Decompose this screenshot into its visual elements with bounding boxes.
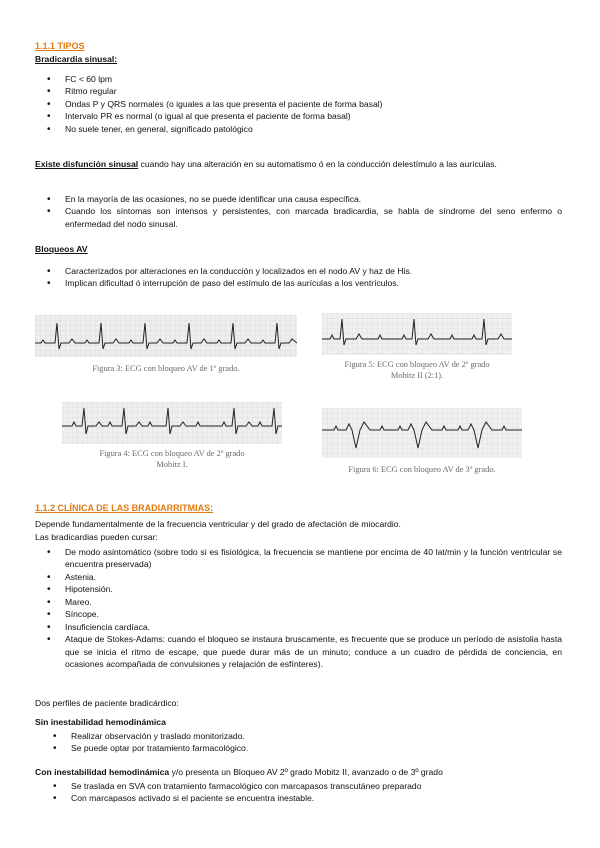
list-item: • Realizar observación y traslado monitorizado.	[35, 730, 562, 742]
disfuncion-text: cuando hay una alteración en su automatismo ó en la conducción delestímulo a las aurículas.	[138, 159, 497, 169]
list-item: • Intervalo PR es normal (o igual al que presenta el paciente de forma basal)	[35, 110, 562, 122]
list-item: • Con marcapasos activado si el paciente se encuentra inestable.	[35, 792, 562, 804]
list-sin-inestabilidad	[35, 730, 562, 755]
list-item: • Se puede optar por tratamiento farmacológico.	[35, 742, 562, 754]
paragraph-con-inestabilidad	[35, 766, 562, 778]
caption-figure-3: Figura 3: ECG con bloqueo AV de 1º grado.	[92, 364, 240, 373]
list-item: • No suele tener, en general, significado patológico	[35, 123, 562, 135]
caption-figure-5	[322, 360, 512, 381]
list-item: • Se traslada en SVA con tratamiento farmacológico con marcapasos transcutáneo preparado	[35, 780, 562, 792]
heading-bloqueos-av: Bloqueos AV	[35, 244, 88, 254]
list-item: • Ondas P y QRS normales (o iguales a las que presenta el paciente de forma basal)	[35, 98, 562, 110]
caption-figure-4	[62, 449, 282, 470]
list-item: • Astenia.	[35, 571, 562, 583]
list-sintomas	[35, 546, 562, 671]
ecg-figure-6-image	[322, 408, 522, 458]
list-item: • Ritmo regular	[35, 85, 562, 97]
list-item: • Caracterizados por alteraciones en la conducción y localizados en el nodo AV y haz de His.	[35, 265, 562, 277]
list-item: • En la mayoría de las ocasiones, no se puede identificar una causa específica.	[35, 193, 562, 205]
caption-figure-5-line2: Mobitz II (2:1).	[390, 370, 444, 380]
list-bradicardia	[35, 73, 562, 135]
ecg-figure-4-image	[62, 402, 282, 444]
list-disfuncion	[35, 193, 562, 230]
caption-figure-4-line2: Mobitz I.	[156, 459, 188, 469]
list-con-inestabilidad	[35, 780, 562, 805]
paragraph-cursar: Las bradicardias pueden cursar:	[35, 532, 158, 542]
caption-figure-6: Figura 6: ECG con bloqueo AV de 3º grado.	[348, 465, 496, 474]
section-title-clinica: 1.1.2 CLÍNICA DE LAS BRADIARRITMIAS:	[35, 503, 214, 513]
caption-figure-5-line1: Figura 5: ECG con bloqueo AV de 2º grado	[344, 360, 490, 369]
heading-bradicardia-sinusal: Bradicardia sinusal:	[35, 54, 118, 64]
ecg-figure-5-image	[322, 313, 512, 355]
list-item: • De modo asintomático (sobre todo si es fisiológica, la frecuencia se mantiene por encima de 40 lat/min y la función ventricular se encuentra preservada)	[35, 546, 562, 571]
paragraph-depende: Depende fundamentalmente de la frecuencia ventricular y del grado de afectación de miocardio.	[35, 519, 401, 529]
con-inestabilidad-bold: Con inestabilidad hemodinámica	[35, 767, 170, 777]
ecg-figure-3-image	[35, 315, 297, 357]
list-item: • Hipotensión.	[35, 583, 562, 595]
list-item: • Implican dificultad ó interrupción de paso del estímulo de las aurículas a los ventrículos.	[35, 277, 562, 289]
paragraph-disfuncion	[35, 158, 562, 170]
paragraph-perfiles: Dos perfiles de paciente bradicárdico:	[35, 698, 179, 708]
list-item: • Síncope.	[35, 608, 562, 620]
heading-sin-inestabilidad: Sin inestabilidad hemodinámica	[35, 717, 166, 727]
list-item: • Mareo.	[35, 596, 562, 608]
list-item: • FC < 60 lpm	[35, 73, 562, 85]
list-item: • Ataque de Stokes-Adams: cuando el bloqueo se instaura bruscamente, es frecuente que se produce un período de asistolia hasta que se inicia el ritmo de escape, que puede durar más de un minuto; conduce a un cuadro de pérdida de conciencia, en ocasiones acompañada de convulsiones y relajación de esfínteres).	[35, 633, 562, 670]
list-item: • Insuficiencia cardíaca.	[35, 621, 562, 633]
caption-figure-4-line1: Figura 4: ECG con bloqueo AV de 2º grado	[99, 449, 245, 458]
section-title-tipos: 1.1.1 TIPOS	[35, 41, 85, 51]
list-item: • Cuando los síntomas son intensos y persistentes, con marcada bradicardia, se habla de síndrome del seno enfermo o enfermedad del nodo sinusal.	[35, 205, 562, 230]
list-bloqueos	[35, 265, 562, 290]
con-inestabilidad-text: y/o presenta un Bloqueo AV 2º grado Mobitz II, avanzado o de 3º grado	[169, 767, 443, 777]
disfuncion-bold: Existe disfunción sinusal	[35, 159, 139, 169]
